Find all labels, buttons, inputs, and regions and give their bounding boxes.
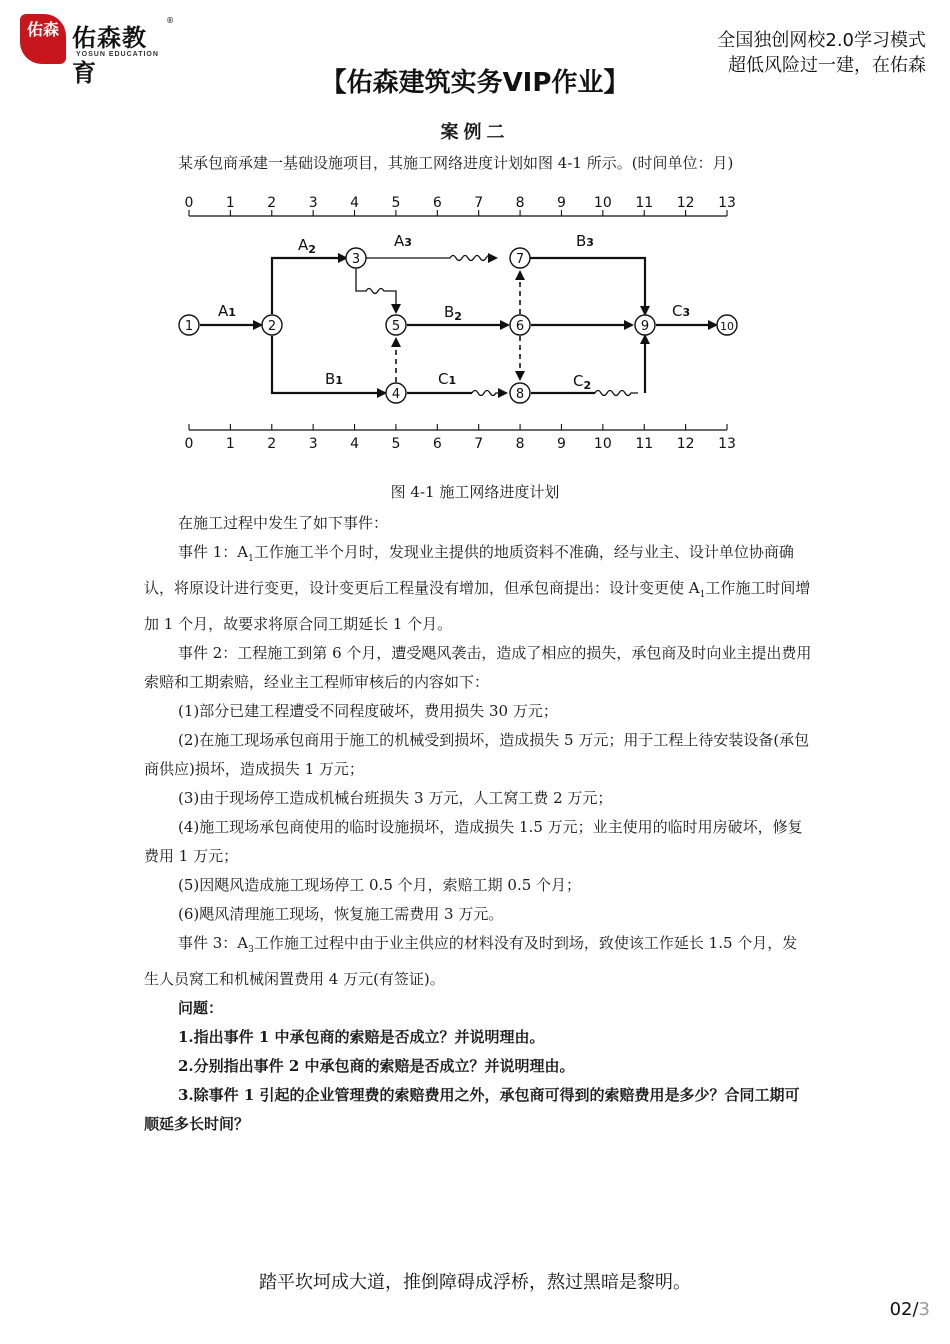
question-item: 3.除事件 1 引起的企业管理费的索赔费用之外，承包商可得到的索赔费用是多少？合同工期可顺延多长时间？ xyxy=(144,1086,800,1133)
time-tick-label: 1 xyxy=(225,436,235,452)
question-item: 1.指出事件 1 中承包商的索赔是否成立？并说明理由。 xyxy=(178,1028,545,1046)
event-3: 事件 3：$A_3$工作施工过程中由于业主供应的材料没有及时到场，致使该工作延长 1.5 个月，发生人员窝工和机械闲置费用 4 万元(有签证)。 xyxy=(144,934,798,988)
node-1: 1 xyxy=(184,319,194,334)
time-tick-label: 4 xyxy=(350,195,359,211)
float-8-9 xyxy=(595,391,638,396)
time-tick-label: 0 xyxy=(184,436,194,452)
questions-heading: 问题： xyxy=(178,999,224,1017)
label-A1: A1 xyxy=(218,302,236,320)
time-tick-label: 11 xyxy=(635,195,654,211)
time-tick-label: 9 xyxy=(557,436,566,452)
time-tick-label: 0 xyxy=(184,195,194,211)
question-item: 2.分别指出事件 2 中承包商的索赔是否成立？并说明理由。 xyxy=(178,1057,575,1075)
label-C1: C1 xyxy=(438,370,457,388)
node-6: 6 xyxy=(515,319,525,334)
time-tick-label: 5 xyxy=(391,195,401,211)
page-number: 02/3 xyxy=(889,1299,930,1320)
time-tick-label: 13 xyxy=(718,436,736,452)
label-C3: C3 xyxy=(672,302,691,320)
node-9: 9 xyxy=(640,319,650,334)
events-lead: 在施工过程中发生了如下事件： xyxy=(178,514,389,532)
time-tick-label: 6 xyxy=(432,195,442,211)
label-A3: A3 xyxy=(394,232,412,250)
time-tick-label: 5 xyxy=(391,436,401,452)
logo-mark xyxy=(20,14,66,64)
event-2-item: (1)部分已建工程遭受不同程度破坏，费用损失 30 万元； xyxy=(178,702,558,720)
node-3: 3 xyxy=(351,252,361,267)
float-4-8 xyxy=(472,391,506,396)
time-scale-top xyxy=(185,195,736,216)
node-2: 2 xyxy=(267,319,277,334)
time-tick-label: 3 xyxy=(308,436,318,452)
logo-english-text: YOSUN EDUCATION xyxy=(76,51,159,58)
time-scale-bottom xyxy=(185,424,736,452)
event-2-item: (5)因飓风造成施工现场停工 0.5 个月，索赔工期 0.5 个月； xyxy=(178,876,582,894)
slogan-line-1: 全国独创网校2.0学习模式 xyxy=(717,30,926,51)
time-tick-label: 8 xyxy=(515,195,525,211)
label-A2: $A_2$ xyxy=(298,236,316,256)
time-tick-label: 10 xyxy=(593,195,612,211)
logo xyxy=(20,14,174,87)
intro-text: 某承包商承建一基础设施项目，其施工网络进度计划如图 4-1 所示。(时间单位：月) xyxy=(178,154,734,172)
case-title: 案例二 xyxy=(440,122,510,143)
footer-motto: 踏平坎坷成大道，推倒障碍成浮桥，熬过黑暗是黎明。 xyxy=(259,1272,691,1293)
slogan-line-2: 超低风险过一建，在佑森 xyxy=(728,55,926,76)
time-tick-label: 7 xyxy=(474,195,484,211)
float-3-5 xyxy=(356,269,396,312)
event-2-item: (3)由于现场停工造成机械台班损失 3 万元，人工窝工费 2 万元； xyxy=(178,789,613,807)
time-tick-label: 13 xyxy=(718,195,736,211)
time-tick-label: 8 xyxy=(515,436,525,452)
time-tick-label: 12 xyxy=(676,436,695,452)
page-title: 【佑森建筑实务VIP作业】 xyxy=(320,68,630,98)
time-tick-label: 6 xyxy=(432,436,442,452)
time-tick-label: 4 xyxy=(350,436,359,452)
node-8: 8 xyxy=(515,387,525,402)
event-2-item: (4)施工现场承包商使用的临时设施损坏，造成损失 1.5 万元；业主使用的临时用房破坏，修复费用 1 万元； xyxy=(144,818,803,865)
time-tick-label: 12 xyxy=(676,195,695,211)
event-2-item: (2)在施工现场承包商用于施工的机械受到损坏，造成损失 5 万元；用于工程上待安装设备(承包商供应)损坏，造成损失 1 万元； xyxy=(144,731,810,778)
time-tick-label: 3 xyxy=(308,195,318,211)
logo-mark-text: 佑森 xyxy=(26,20,59,39)
time-tick-label: 11 xyxy=(635,436,654,452)
event-2-item: (6)飓风清理施工现场，恢复施工需费用 3 万元。 xyxy=(178,905,504,923)
arrow-2-3 xyxy=(272,258,346,314)
time-tick-label: 1 xyxy=(225,195,235,211)
node-10: 10 xyxy=(720,320,734,333)
label-C2: $C_2$ xyxy=(573,372,592,392)
event-1: 事件 1：$A_1$工作施工半个月时，发现业主提供的地质资料不准确，经与业主、设计单位协商确认，将原设计进行变更，设计变更后工程量没有增加，但承包商提出：设计变更使 $A_1$工作施工时间增加 1 个月，故要求将原合同工期延长 1 个月。 xyxy=(144,543,811,633)
figure-caption: 图 4-1 施工网络进度计划 xyxy=(390,483,560,501)
network-schedule-diagram xyxy=(170,186,770,466)
node-5: 5 xyxy=(391,319,401,334)
time-tick-label: 10 xyxy=(593,436,612,452)
node-7: 7 xyxy=(515,252,525,267)
logo-text: 佑森教育 xyxy=(72,24,147,87)
time-tick-label: 9 xyxy=(557,195,566,211)
arrow-7-9 xyxy=(530,258,645,314)
time-tick-label: 7 xyxy=(474,436,484,452)
time-tick-label: 2 xyxy=(267,436,277,452)
event-2: 事件 2：工程施工到第 6 个月，遭受飓风袭击，造成了相应的损失，承包商及时向业主提出费用索赔和工期索赔，经业主工程师审核后的内容如下： xyxy=(144,644,812,691)
events-section xyxy=(144,509,812,1139)
label-B1: B1 xyxy=(325,370,343,388)
logo-registered-mark: ® xyxy=(166,16,174,25)
node-4: 4 xyxy=(391,387,401,402)
float-3-7 xyxy=(366,256,496,261)
label-B2: $B_2$ xyxy=(444,303,462,323)
time-tick-label: 2 xyxy=(267,195,277,211)
label-B3: B3 xyxy=(576,232,594,250)
